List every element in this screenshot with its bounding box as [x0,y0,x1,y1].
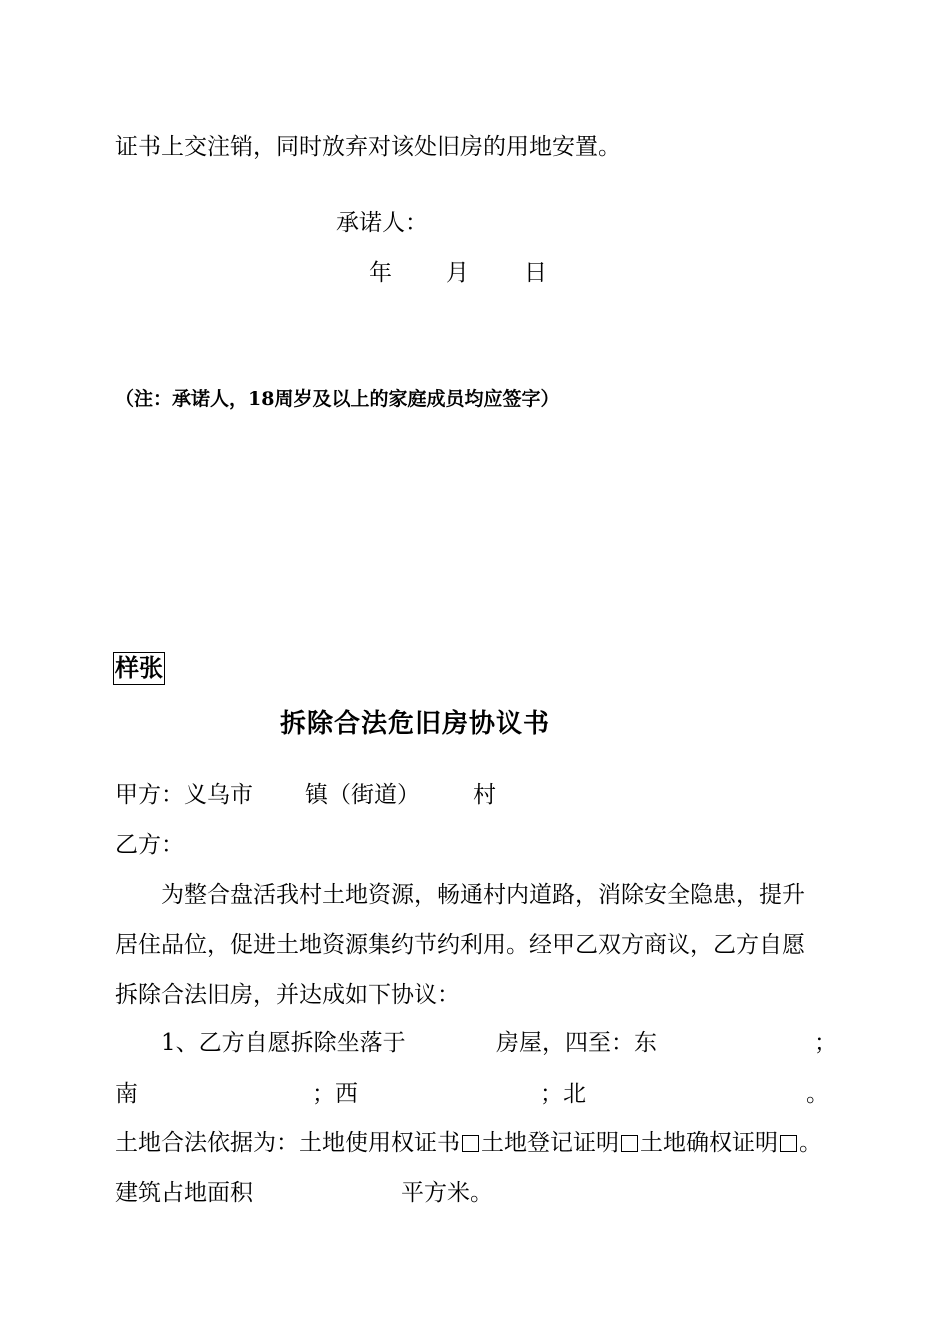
area-prefix: 建筑占地面积 [115,1180,253,1206]
date-year: 年 [369,260,392,286]
land-basis-prefix: 土地合法依据为： [115,1130,299,1156]
item-1-end: 。 [806,1081,829,1107]
paragraph-1-line-2: 居住品位，促进土地资源集约节约利用。经甲乙双方商议，乙方自愿 [115,932,805,958]
item-1-semicolon: ； [814,1030,837,1056]
land-option-2: 土地登记证明 [481,1130,619,1156]
area-unit: 平方米。 [401,1180,493,1206]
land-option-2-checkbox[interactable] [621,1135,638,1152]
land-option-3: 土地确权证明 [640,1130,778,1156]
paragraph-1-line-1: 为整合盘活我村土地资源，畅通村内道路，消除安全隐患，提升 [161,882,805,908]
item-1-south: 南 [115,1081,138,1107]
continuation-text: 证书上交注销，同时放弃对该处旧房的用地安置。 [115,134,621,160]
date-month: 月 [446,260,469,286]
signature-note: （注：承诺人，18周岁及以上的家庭成员均应签字） [115,388,560,410]
land-basis-line [115,1128,822,1158]
land-option-1: 土地使用权证书 [299,1130,460,1156]
party-b-label: 乙方： [115,832,184,858]
party-a-town: 镇（街道） [305,782,420,808]
date-day: 日 [524,260,547,286]
land-basis-end: 。 [799,1130,822,1156]
item-1-house: 房屋，四至：东 [496,1030,657,1056]
item-1-prefix: 1、乙方自愿拆除坐落于 [161,1030,406,1056]
land-option-1-checkbox[interactable] [462,1135,479,1152]
document-title: 拆除合法危旧房协议书 [280,709,551,739]
item-1-north: ；北 [540,1081,586,1107]
sample-tag: 样张 [113,652,165,685]
land-option-3-checkbox[interactable] [780,1135,797,1152]
party-a-village: 村 [473,782,496,808]
promisor-label: 承诺人： [336,210,428,236]
paragraph-1-line-3: 拆除合法旧房，并达成如下协议： [115,982,460,1008]
party-a-prefix: 甲方：义乌市 [115,782,253,808]
item-1-west: ；西 [312,1081,358,1107]
